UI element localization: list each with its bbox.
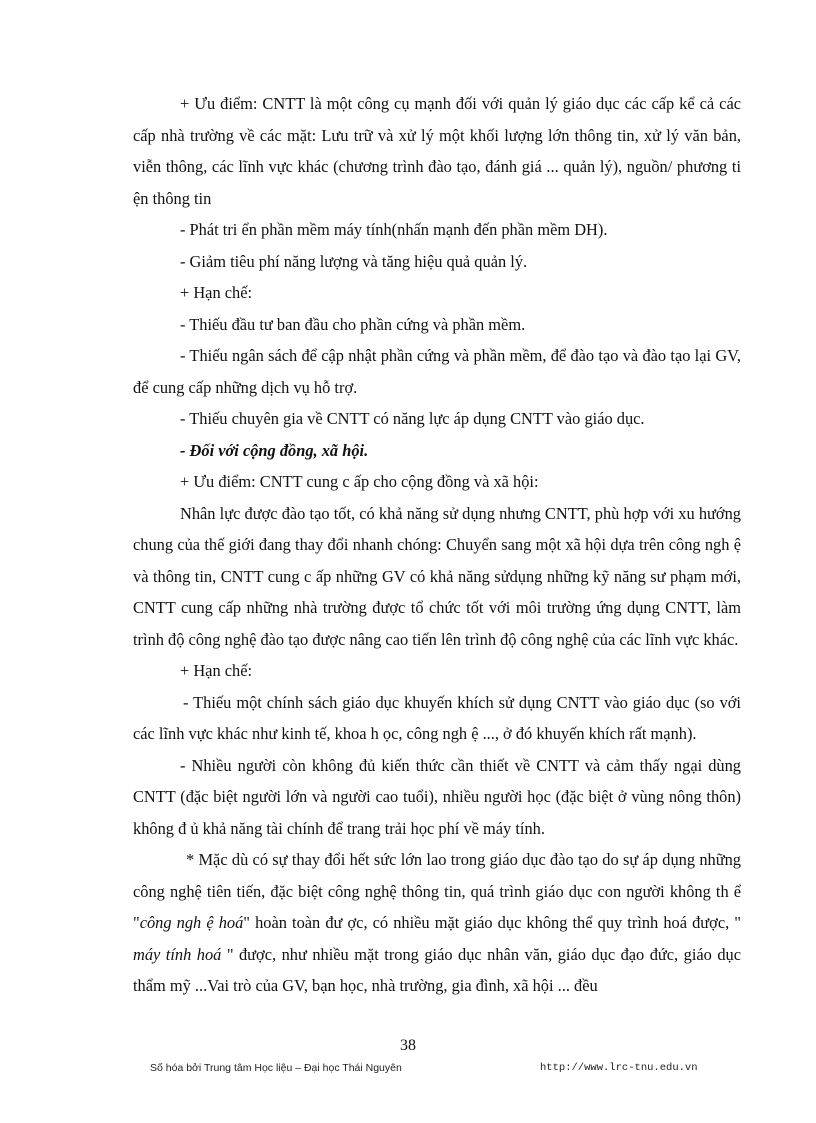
footer-source-credit: Số hóa bởi Trung tâm Học liệu – Đại học Thái Nguyên — [150, 1062, 402, 1074]
footer-url: http://www.lrc-tnu.edu.vn — [540, 1062, 698, 1074]
paragraph-lack-policy: - Thiếu một chính sách giáo dục khuyến khích sử dụng CNTT vào giáo dục (so với các lĩnh vực khác như kinh tế, khoa h ọc, công ngh ệ ..., ở đó khuyến khích rất mạnh). — [133, 692, 741, 743]
paragraph-lack-investment: - Thiếu đầu tư ban đầu cho phần cứng và phần mềm. — [180, 314, 526, 334]
paragraph-community-limitations-heading: + Hạn chế: — [180, 661, 253, 680]
paragraph-lack-knowledge: - Nhiều người còn không đủ kiến thức cần thiết về CNTT và cảm thấy ngại dùng CNTT (đặc biệt người lớn và người cao tuổi), nhiều người học (đặc biệt ở vùng nông thôn) không đ ủ khả năng tài chính để trang trải học phí về máy tính. — [133, 755, 741, 838]
paragraph-lack-experts: - Thiếu chuyên gia về CNTT có năng lực áp dụng CNTT vào giáo dục. — [180, 409, 645, 428]
document-body — [133, 88, 741, 1002]
page-number: 38 — [400, 1037, 416, 1054]
paragraph-lack-budget: - Thiếu ngân sách để cập nhật phần cứng và phần mềm, để đào tạo và đào tạo lại GV, để cung cấp những dịch vụ hỗ trợ. — [133, 346, 741, 397]
paragraph-trained-workforce: Nhân lực được đào tạo tốt, có khả năng sử dụng nhưng CNTT, phù hợp với xu hướng chung của thế giới đang thay đổi nhanh chóng: Chuyển sang một xã hội dựa trên công ngh ệ và thông tin, CNTT cung c ấp những GV có khả năng sửdụng những kỹ năng sư phạm mới, CNTT cung cấp những nhà trường được tổ chức tốt với môi trường ứng dụng CNTT, làm trình độ công nghệ đào tạo được nâng cao tiến lên trình độ công nghệ của các lĩnh vực khác. — [133, 503, 741, 649]
conclusion-text-1: * Mặc dù có sự thay đổi hết sức lớn lao trong giáo dục đào tạo do sự áp dụng những công nghệ tiên tiến, đặc biệt công nghệ thông tin, quá trình giáo dục con người không th ể " — [133, 850, 741, 932]
paragraph-conclusion — [133, 844, 741, 1002]
section-heading-community: - Đối với cộng đồng, xã hội. — [180, 440, 369, 460]
paragraph-community-advantages: + Ưu điểm: CNTT cung c ấp cho cộng đồng và xã hội: — [180, 472, 539, 491]
conclusion-italic-computer: máy tính hoá — [133, 944, 222, 964]
conclusion-italic-technology: công ngh ệ hoá — [139, 913, 244, 932]
paragraph-reduce-costs: - Giảm tiêu phí năng lượng và tăng hiệu quả quản lý. — [180, 251, 528, 271]
paragraph-limitations-heading: + Hạn chế: — [180, 283, 253, 302]
paragraph-software-development: - Phát tri ển phần mềm máy tính(nhấn mạnh đến phần mềm DH). — [180, 220, 608, 239]
conclusion-text-2: " hoàn toàn đư ợc, có nhiều mặt giáo dục không thể quy trình hoá được, " — [243, 913, 741, 932]
paragraph-advantages-management: + Ưu điểm: CNTT là một công cụ mạnh đối với quản lý giáo dục các cấp kể cả các cấp nhà trường về các mặt: Lưu trữ và xử lý một khối lượng lớn thông tin, xử lý văn bản, viễn thông, các lĩnh vực khác (chương trình đào tạo, đánh giá ... quản lý), nguồn/ phương ti ện thông tin — [133, 94, 741, 208]
conclusion-text-3: " được, như nhiều mặt trong giáo dục nhân văn, giáo dục đạo đức, giáo dục thẩm mỹ ...Vai trò của GV, bạn học, nhà trường, gia đình, xã hội ... đều — [133, 944, 741, 995]
